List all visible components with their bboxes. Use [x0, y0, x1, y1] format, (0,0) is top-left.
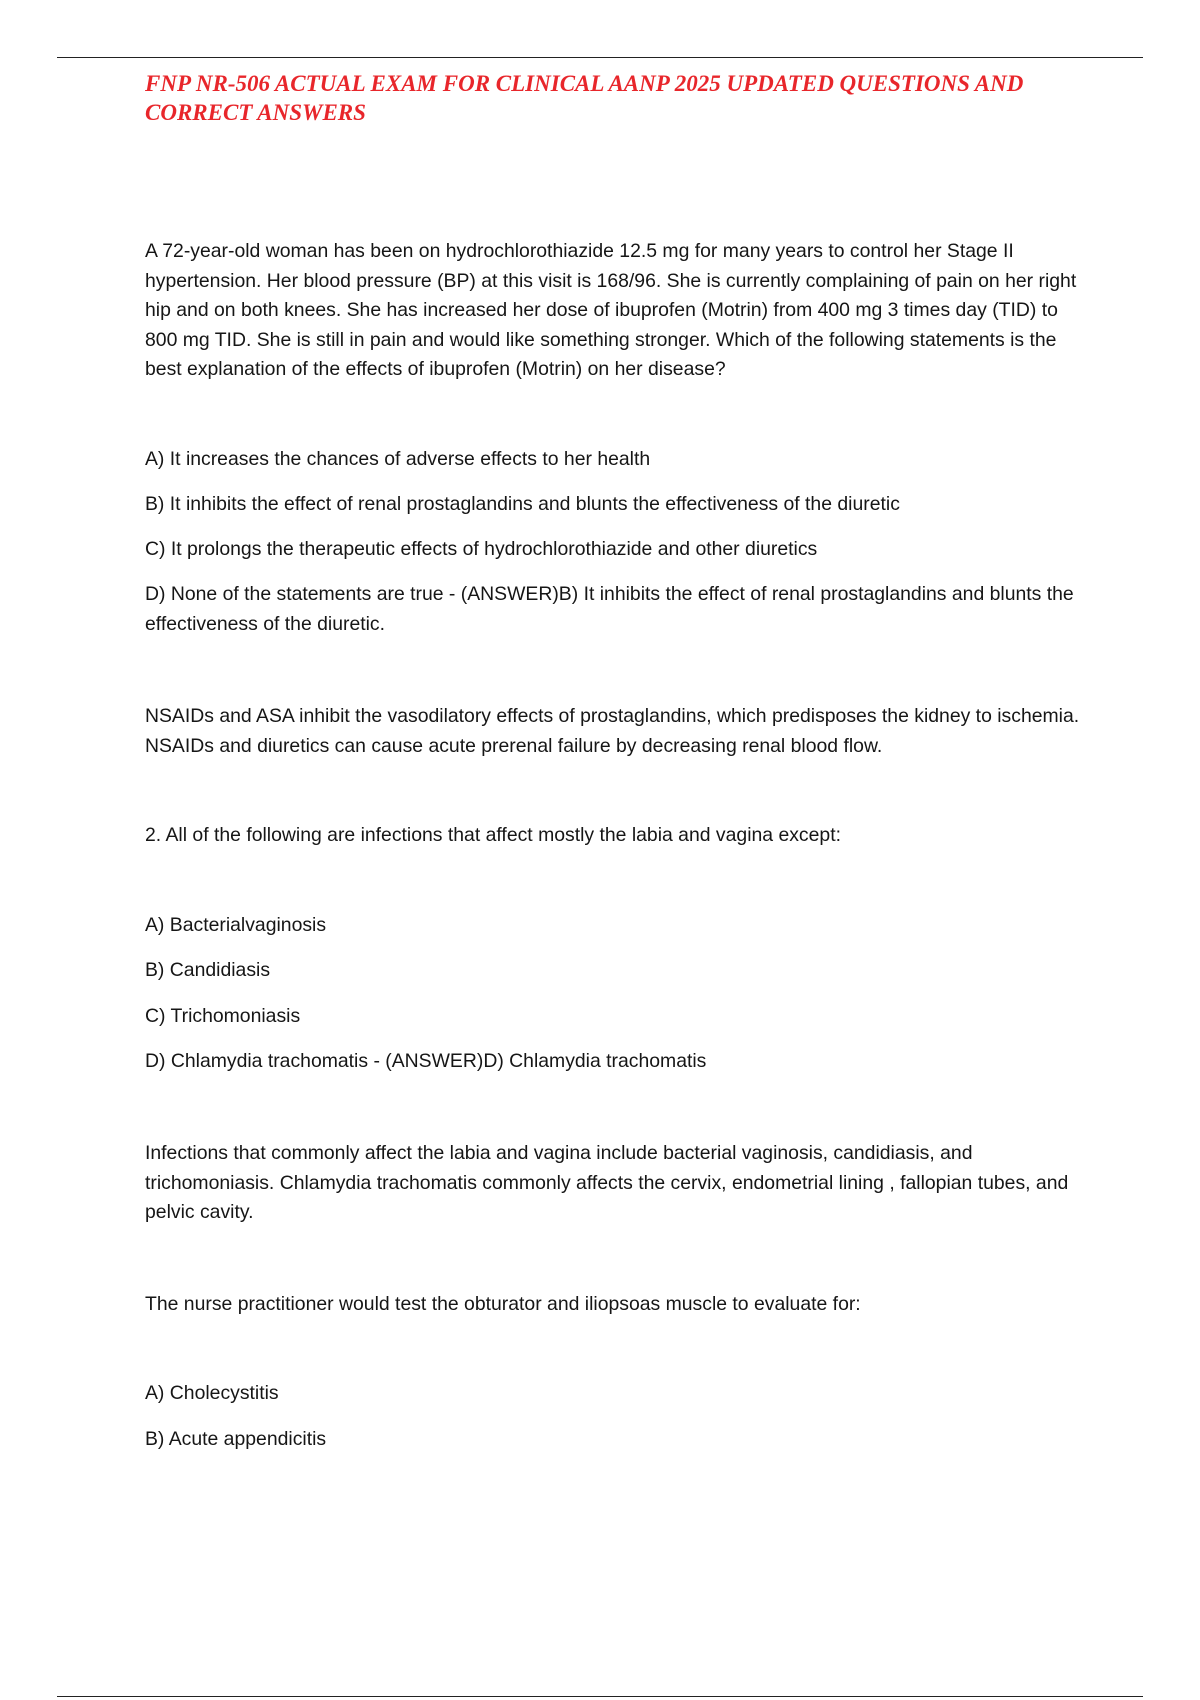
question-2-option-a: A) Bacterialvaginosis: [145, 914, 327, 936]
question-3-option-a: A) Cholecystitis: [145, 1382, 279, 1404]
question-1-option-d: D) None of the statements are true - (ANSWER)B) It inhibits the effect of renal prostaglandins and blunts the effectiveness of the diuretic.: [145, 583, 1074, 635]
question-3-stem: The nurse practitioner would test the obturator and iliopsoas muscle to evaluate for:: [145, 1293, 861, 1315]
question-3-option-b: B) Acute appendicitis: [145, 1428, 327, 1450]
question-2-stem: 2. All of the following are infections that affect mostly the labia and vagina except:: [145, 824, 841, 846]
bottom-rule: [57, 1696, 1143, 1697]
question-2-option-d: D) Chlamydia trachomatis - (ANSWER)D) Chlamydia trachomatis: [145, 1050, 707, 1072]
question-1-option-a: A) It increases the chances of adverse effects to her health: [145, 448, 651, 470]
question-2-option-c: C) Trichomoniasis: [145, 1005, 301, 1027]
document-title: FNP NR-506 ACTUAL EXAM FOR CLINICAL AANP 2025 UPDATED QUESTIONS AND CORRECT ANSWERS: [145, 71, 1024, 125]
top-rule: [57, 57, 1143, 58]
question-1-option-b: B) It inhibits the effect of renal prostaglandins and blunts the effectiveness of the diuretic: [145, 493, 900, 515]
question-1-stem: A 72-year-old woman has been on hydrochlorothiazide 12.5 mg for many years to control her Stage II hypertension. Her blood pressure (BP) at this visit is 168/96. She is currently complaining of pain on her right hip and on both knees. She has increased her dose of ibuprofen (Motrin) from 400 mg 3 times day (TID) to 800 mg TID. She is still in pain and would like something stronger. Which of the following statements is the best explanation of the effects of ibuprofen (Motrin) on her disease?: [145, 240, 1077, 380]
question-2-option-b: B) Candidiasis: [145, 959, 271, 981]
question-2-rationale: Infections that commonly affect the labia and vagina include bacterial vaginosis, candidiasis, and trichomoniasis. Chlamydia trachomatis commonly affects the cervix, endometrial lining , fallopian tubes, and pelvic cavity.: [145, 1142, 1069, 1223]
question-1-rationale: NSAIDs and ASA inhibit the vasodilatory effects of prostaglandins, which predisposes the kidney to ischemia. NSAIDs and diuretics can cause acute prerenal failure by decreasing renal blood flow.: [145, 705, 1080, 757]
question-1-option-c: C) It prolongs the therapeutic effects of hydrochlorothiazide and other diuretics: [145, 538, 818, 560]
